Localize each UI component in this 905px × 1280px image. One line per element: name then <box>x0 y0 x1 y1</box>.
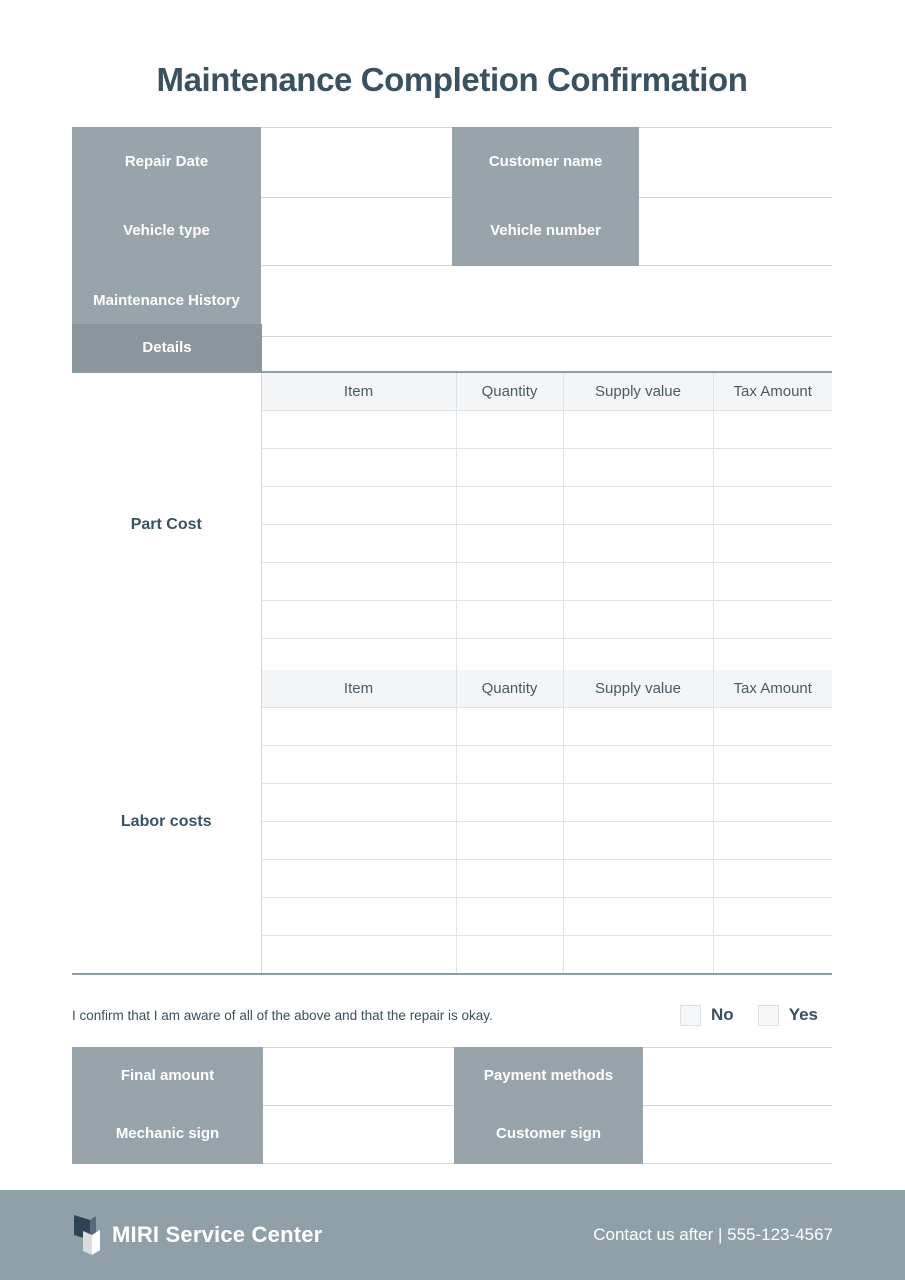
column-header-supply-value: Supply value <box>563 670 713 708</box>
cell-quantity[interactable] <box>456 860 563 898</box>
cell-supply-value[interactable] <box>563 601 713 639</box>
checkbox-yes[interactable] <box>758 1005 779 1026</box>
column-header-item: Item <box>261 372 456 411</box>
cell-supply-value[interactable] <box>563 746 713 784</box>
cell-item[interactable] <box>261 784 456 822</box>
cell-quantity[interactable] <box>456 563 563 601</box>
cell-quantity[interactable] <box>456 746 563 784</box>
label-maintenance-history: Maintenance History <box>72 266 261 337</box>
cell-item[interactable] <box>261 746 456 784</box>
label-customer-name: Customer name <box>452 128 639 198</box>
field-maintenance-history[interactable] <box>261 266 832 337</box>
brand-name: MIRI Service Center <box>112 1222 323 1247</box>
label-vehicle-number: Vehicle number <box>452 198 639 266</box>
cell-supply-value[interactable] <box>563 708 713 746</box>
checkbox-no[interactable] <box>680 1005 701 1026</box>
cell-quantity[interactable] <box>456 525 563 563</box>
cell-tax-amount[interactable] <box>713 822 832 860</box>
cell-supply-value[interactable] <box>563 525 713 563</box>
cell-tax-amount[interactable] <box>713 563 832 601</box>
brand <box>72 1211 322 1259</box>
cell-quantity[interactable] <box>456 936 563 975</box>
cell-quantity[interactable] <box>456 898 563 936</box>
cell-tax-amount[interactable] <box>713 708 832 746</box>
cell-supply-value[interactable] <box>563 784 713 822</box>
cell-tax-amount[interactable] <box>713 411 832 449</box>
column-header-tax-amount: Tax Amount <box>713 372 832 411</box>
field-customer-sign[interactable] <box>643 1106 832 1164</box>
field-final-amount[interactable] <box>263 1048 454 1106</box>
cell-supply-value[interactable] <box>563 860 713 898</box>
field-customer-name[interactable] <box>639 128 832 198</box>
cell-quantity[interactable] <box>456 784 563 822</box>
cell-supply-value[interactable] <box>563 898 713 936</box>
flag-logo-icon <box>72 1211 102 1259</box>
cell-tax-amount[interactable] <box>713 525 832 563</box>
cell-quantity[interactable] <box>456 601 563 639</box>
table-row <box>72 1048 832 1106</box>
field-repair-date[interactable] <box>261 128 452 198</box>
field-vehicle-number[interactable] <box>639 198 832 266</box>
table-row <box>72 1106 832 1164</box>
vehicle-info-table <box>72 127 832 337</box>
cell-item[interactable] <box>261 708 456 746</box>
table-row <box>72 128 832 198</box>
signature-info-table <box>72 1047 832 1164</box>
cell-tax-amount[interactable] <box>713 784 832 822</box>
cell-tax-amount[interactable] <box>713 449 832 487</box>
label-repair-date: Repair Date <box>72 128 261 198</box>
labor-costs-table <box>72 670 832 975</box>
cell-item[interactable] <box>261 822 456 860</box>
cell-tax-amount[interactable] <box>713 487 832 525</box>
checkbox-label-yes: Yes <box>788 1005 818 1024</box>
cell-supply-value[interactable] <box>563 563 713 601</box>
column-header-item: Item <box>261 670 456 708</box>
page-title: Maintenance Completion Confirmation <box>156 61 748 98</box>
cell-item[interactable] <box>261 601 456 639</box>
page-footer <box>0 1190 905 1280</box>
field-mechanic-sign[interactable] <box>263 1106 454 1164</box>
cell-supply-value[interactable] <box>563 487 713 525</box>
confirmation-row <box>72 1002 832 1028</box>
column-header-quantity: Quantity <box>456 372 563 411</box>
cell-supply-value[interactable] <box>563 822 713 860</box>
label-customer-sign: Customer sign <box>454 1106 643 1164</box>
cell-item[interactable] <box>261 449 456 487</box>
cell-quantity[interactable] <box>456 708 563 746</box>
column-header-tax-amount: Tax Amount <box>713 670 832 708</box>
cell-quantity[interactable] <box>456 411 563 449</box>
cell-item[interactable] <box>261 898 456 936</box>
cell-item[interactable] <box>261 487 456 525</box>
table-row <box>72 198 832 266</box>
cell-supply-value[interactable] <box>563 449 713 487</box>
cell-item[interactable] <box>261 525 456 563</box>
cell-item[interactable] <box>261 936 456 975</box>
label-vehicle-type: Vehicle type <box>72 198 261 266</box>
table-header-row <box>72 372 832 411</box>
checkbox-label-no: No <box>711 1005 734 1024</box>
details-banner: Details <box>72 324 262 371</box>
cell-supply-value[interactable] <box>563 936 713 975</box>
confirmation-statement: I confirm that I am aware of all of the above and that the repair is okay. <box>72 1007 493 1023</box>
cell-quantity[interactable] <box>456 449 563 487</box>
cell-tax-amount[interactable] <box>713 898 832 936</box>
cell-tax-amount[interactable] <box>713 860 832 898</box>
column-header-quantity: Quantity <box>456 670 563 708</box>
cell-item[interactable] <box>261 860 456 898</box>
cell-quantity[interactable] <box>456 822 563 860</box>
cell-item[interactable] <box>261 411 456 449</box>
table-header-row <box>72 670 832 708</box>
footer-contact: Contact us after | 555-123-4567 <box>593 1225 833 1244</box>
part-cost-table <box>72 371 832 677</box>
field-vehicle-type[interactable] <box>261 198 452 266</box>
label-final-amount: Final amount <box>72 1048 263 1106</box>
section-label-labor-costs: Labor costs <box>72 670 261 974</box>
cell-supply-value[interactable] <box>563 411 713 449</box>
cell-item[interactable] <box>261 563 456 601</box>
label-payment-methods: Payment methods <box>454 1048 643 1106</box>
label-mechanic-sign: Mechanic sign <box>72 1106 263 1164</box>
cell-quantity[interactable] <box>456 487 563 525</box>
cell-tax-amount[interactable] <box>713 936 832 975</box>
confirmation-options <box>680 1005 832 1026</box>
cell-tax-amount[interactable] <box>713 746 832 784</box>
column-header-supply-value: Supply value <box>563 372 713 411</box>
cell-tax-amount[interactable] <box>713 601 832 639</box>
section-label-part-cost: Part Cost <box>72 372 261 677</box>
field-payment-methods[interactable] <box>643 1048 832 1106</box>
